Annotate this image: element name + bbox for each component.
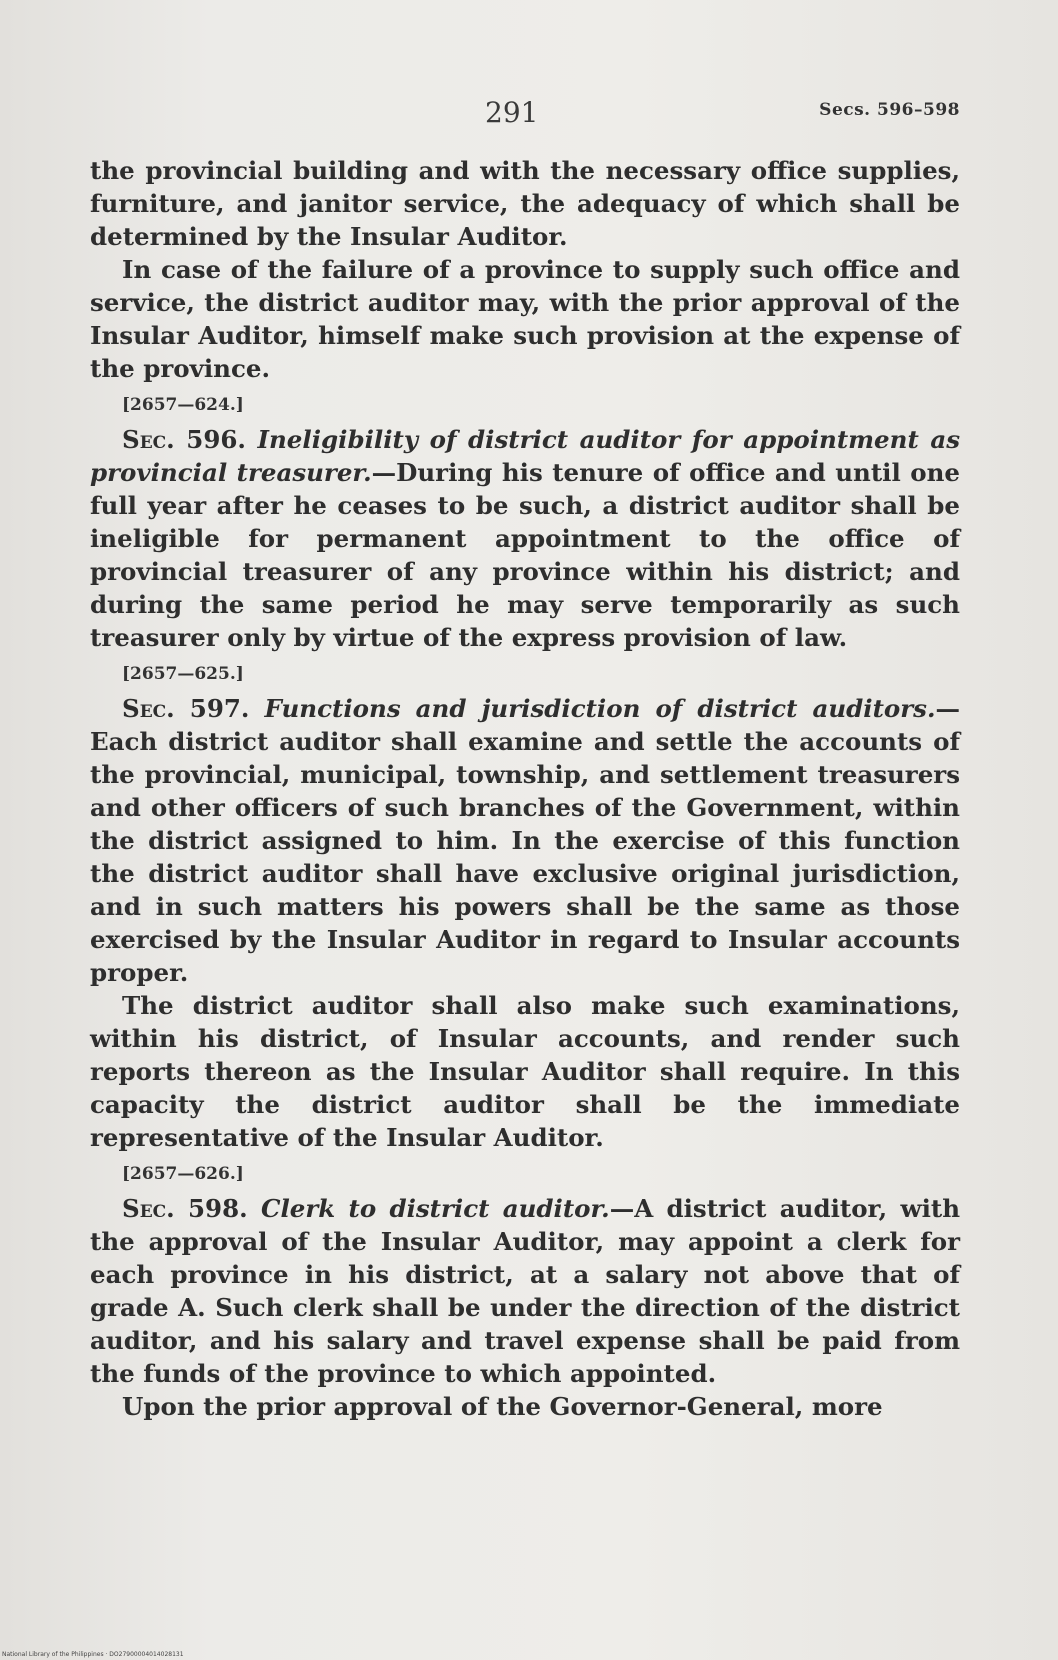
- running-head: Secs. 596–598: [819, 100, 960, 120]
- citation: [2657—625.]: [122, 664, 244, 684]
- body-text: [90, 154, 960, 1423]
- section-paragraph: [90, 692, 960, 989]
- section-number: Sec. 597.: [122, 694, 250, 723]
- citation: [2657—626.]: [122, 1164, 244, 1184]
- section-title: Clerk to district auditor.: [260, 1194, 610, 1223]
- scan-footer: National Library of the Philippines · DO27900004014028131: [2, 1651, 184, 1658]
- section-number: Sec. 596.: [122, 425, 246, 454]
- section-paragraph: [90, 1192, 960, 1390]
- section-text: —A district auditor, with the approval of the Insular Auditor, may appoint a clerk for each province in his district, at a salary not above that of grade A. Such clerk shall be under the direction of the district auditor, and his salary and travel expense shall be paid from the funds of the province to which appointed.: [90, 1194, 961, 1388]
- section-text: —Each district auditor shall examine and settle the accounts of the provincial, municipal, township, and settlement treasurers and other officers of such branches of the Government, within the district assigned to him. In the exercise of this function the district auditor shall have exclusive original jurisdiction, and in such matters his powers shall be the same as those exercised by the Insular Auditor in regard to Insular accounts proper.: [90, 694, 960, 987]
- section-paragraph: [90, 423, 960, 654]
- section-title: Ineligibility of district auditor for appointment as provincial treasurer.: [90, 425, 961, 487]
- section-number: Sec. 598.: [122, 1194, 248, 1223]
- page-number: 291: [485, 96, 539, 129]
- section-title: Functions and jurisdiction of district auditors.: [264, 694, 936, 723]
- text-paragraph: the provincial building and with the necessary office supplies, furniture, and janitor service, the adequacy of which shall be determined by the Insular Auditor.: [90, 156, 960, 251]
- page-header: [90, 96, 960, 136]
- text-paragraph: The district auditor shall also make such examinations, within his district, of Insular accounts, and render such reports thereon as the Insular Auditor shall require. In this capacity the district auditor shall be the immediate representative of the Insular Auditor.: [90, 991, 960, 1152]
- citation: [2657—624.]: [122, 395, 244, 415]
- text-paragraph: In case of the failure of a province to supply such office and service, the district auditor may, with the prior approval of the Insular Auditor, himself make such provision at the expense of the province.: [90, 255, 960, 383]
- text-paragraph: Upon the prior approval of the Governor-General, more: [122, 1392, 883, 1421]
- section-text: —During his tenure of office and until one full year after he ceases to be such, a district auditor shall be ineligible for permanent appointment to the office of provincial treasurer of any province within his district; and during the same period he may serve temporarily as such treasurer only by virtue of the express provision of law.: [90, 458, 961, 652]
